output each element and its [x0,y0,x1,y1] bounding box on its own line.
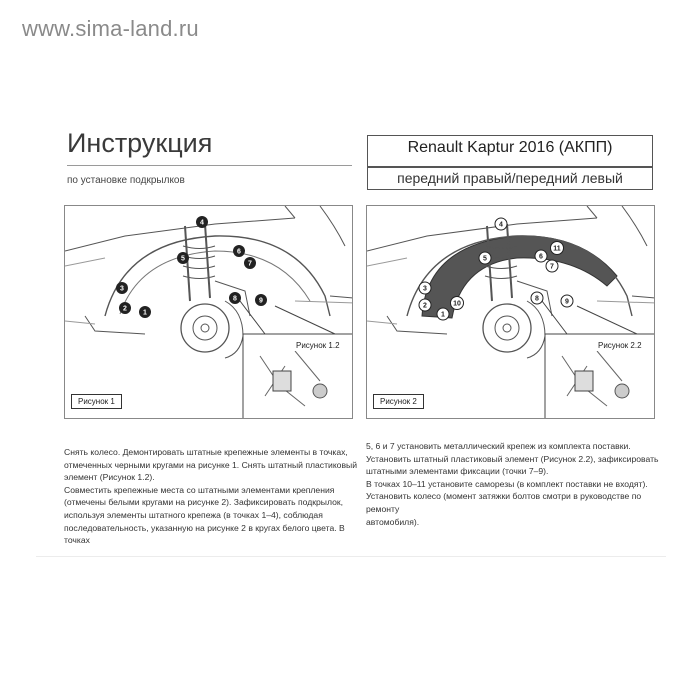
marker-3-icon [419,282,431,294]
marker-5-icon [479,252,491,264]
marker-11-icon [551,242,564,255]
instruction-line: Установить штатный пластиковый элемент (Рисунок 2.2), зафиксировать [366,453,659,464]
svg-text:6: 6 [237,248,241,256]
marker-3-icon [116,282,128,294]
figure-1-markers [116,216,267,318]
marker-6-icon [233,245,245,257]
instruction-line: 5, 6 и 7 установить металлический крепеж из комплекта поставки. [366,441,631,451]
figure-2-drawing [367,206,655,419]
marker-8-icon [229,292,241,304]
figure-2-inset-label: Рисунок 2.2 [595,340,645,351]
instruction-line: элемент (Рисунок 1.2). [64,472,155,483]
figure-1-inset-label: Рисунок 1.2 [293,340,343,351]
instruction-line: Совместить крепежные места со штатными элементами крепления [64,484,335,495]
svg-text:2: 2 [423,302,427,310]
page-title: Инструкция [67,128,213,158]
svg-text:3: 3 [120,285,124,293]
marker-7-icon [244,257,256,269]
svg-text:9: 9 [259,297,263,305]
instruction-line: Снять колесо. Демонтировать штатные крепежные элементы в точках, [64,447,348,457]
svg-text:1: 1 [143,309,147,317]
marker-9-icon [561,295,573,307]
svg-text:4: 4 [200,219,204,227]
instruction-line: используя элементы штатного крепежа (в точках 1–4), соблюдая [64,509,323,520]
marker-9-icon [255,294,267,306]
marker-8-icon [531,292,543,304]
marker-1-icon [437,308,449,320]
mount-side: передний правый/передний левый [397,170,623,186]
svg-text:9: 9 [565,298,569,306]
instructions-left [64,446,364,547]
figure-1-drawing [65,206,353,419]
figure-1-label: Рисунок 1 [71,394,122,409]
instruction-line: штатными элементами фиксации (точки 7–9). [366,466,549,477]
marker-4-icon [495,218,507,230]
marker-2-icon [419,299,431,311]
instruction-line: отмеченных черными кругами на рисунке 1. Снять штатный пластиковый [64,459,358,470]
figure-2 [366,205,655,419]
instruction-line: Установить колесо (момент затяжки болтов смотри в руководстве по ремонту [366,491,642,514]
marker-10-icon [451,297,464,310]
figure-1 [64,205,353,419]
instruction-line: В точках 10–11 установите саморезы (в комплект поставки не входят). [366,478,648,489]
marker-4-icon [196,216,208,228]
svg-text:8: 8 [233,295,237,303]
svg-text:3: 3 [423,285,427,293]
marker-7-icon [546,260,558,272]
svg-text:5: 5 [483,255,487,263]
svg-text:1: 1 [441,311,445,319]
instructions-right [366,440,666,528]
svg-text:10: 10 [453,300,461,308]
svg-text:5: 5 [181,255,185,263]
svg-text:6: 6 [539,253,543,261]
marker-6-icon [535,250,547,262]
svg-text:2: 2 [123,305,127,313]
marker-1-icon [139,306,151,318]
instruction-line: последовательность, указанную на рисунке 2 в кругах белого цвета. В точках [64,522,345,546]
marker-2-icon [119,302,131,314]
marker-5-icon [177,252,189,264]
figure-2-label: Рисунок 2 [373,394,424,409]
svg-text:11: 11 [553,245,561,253]
instruction-line: (отмечены белыми кругами на рисунке 2). Зафиксировать подкрылок, [64,497,344,508]
page-subtitle: по установке подкрылков [67,175,185,186]
instruction-line: автомобиля). [366,516,420,527]
model-divider [367,166,653,168]
svg-text:4: 4 [499,221,503,229]
title-divider [67,165,352,166]
bottom-divider [36,556,666,557]
svg-text:8: 8 [535,295,539,303]
svg-text:7: 7 [248,260,252,268]
car-model: Renault Kaptur 2016 (АКПП) [407,139,613,156]
svg-text:7: 7 [550,263,554,271]
watermark: www.sima-land.ru [22,16,199,41]
